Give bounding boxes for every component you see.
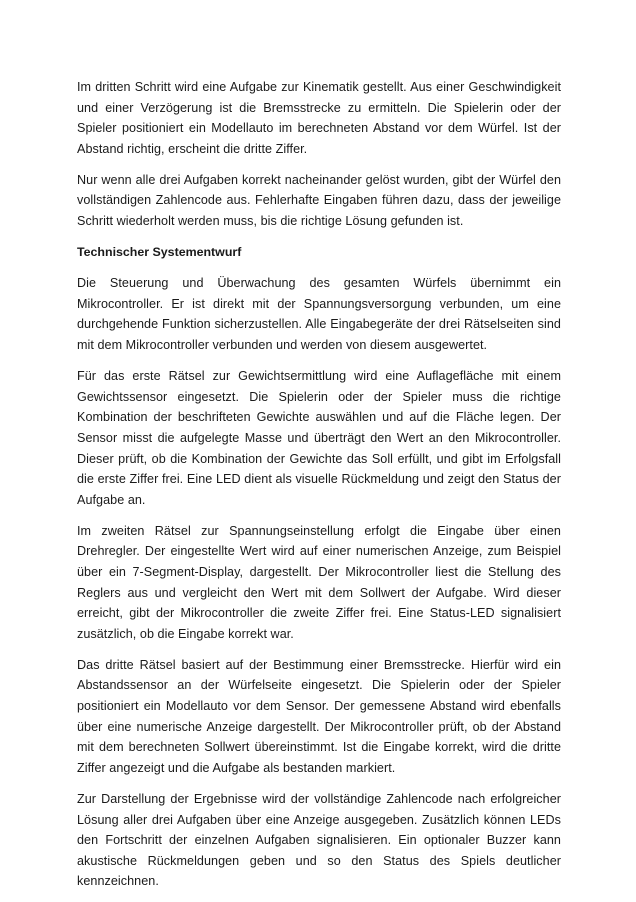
paragraph-ergebnisdarstellung: Zur Darstellung der Ergebnisse wird der vollständige Zahlencode nach erfolgreicher Lösung aller drei Aufgaben über eine Anzeige ausgegeben. Zusätzlich können LEDs den Fortschritt der einzelnen Aufgaben signalisieren. Ein optionaler Buzzer kann akustische Rückmeldungen geben und so den Status des Spiels deutlicher kennzeichnen. [77,791,561,889]
paragraph-raetsel-bremsstrecke: Das dritte Rätsel basiert auf der Bestimmung einer Bremsstrecke. Hierfür wird ein Abstandssensor an der Würfelseite eingesetzt. Die Spielerin oder der Spieler positioniert ein Modellauto vor dem Sensor. Der gemessene Abstand wird ebenfalls über eine numerische Anzeige dargestellt. Der Mikrocontroller prüft, ob der Abstand mit dem berechneten Sollwert übereinstimmt. Ist die Eingabe korrekt, wird die dritte Ziffer angezeigt und die Aufgabe als bestanden markiert. [77,657,561,775]
paragraph-kinematik-schritt: Im dritten Schritt wird eine Aufgabe zur Kinematik gestellt. Aus einer Geschwindigkeit und einer Verzögerung ist die Bremsstrecke zu ermitteln. Die Spielerin oder der Spieler positioniert ein Modellauto im berechneten Abstand vor dem Würfel. Ist der Abstand richtig, erscheint die dritte Ziffer. [77,80,561,156]
paragraph-raetsel-spannung: Im zweiten Rätsel zur Spannungseinstellung erfolgt die Eingabe über einen Drehregler. Der eingestellte Wert wird auf einer numerischen Anzeige, zum Beispiel über ein 7-Segment-Display, dargestellt. Der Mikrocontroller liest die Stellung des Reglers aus und vergleicht den Wert mit dem Sollwert der Aufgabe. Wird dieser erreicht, gibt der Mikrocontroller die zweite Ziffer frei. Eine Status-LED signalisiert zusätzlich, ob die Eingabe korrekt war. [77,523,561,641]
paragraph-mikrocontroller: Die Steuerung und Überwachung des gesamten Würfels übernimmt ein Mikrocontroller. Er ist direkt mit der Spannungsversorgung verbunden, um eine durchgehende Funktion sicherzustellen. Alle Eingabegeräte der drei Rätselseiten sind mit dem Mikrocontroller verbunden und werden von diesem ausgewertet. [77,276,561,353]
section-heading: Technischer Systementwurf [77,245,242,260]
document-page [77,77,561,902]
paragraph-raetsel-gewicht: Für das erste Rätsel zur Gewichtsermittlung wird eine Auflagefläche mit einem Gewichtssensor eingesetzt. Die Spielerin oder der Spieler muss die richtige Kombination der beschrifteten Gewichte auswählen und auf die Fläche legen. Der Sensor misst die aufgelegte Masse und überträgt den Wert an den Mikrocontroller. Dieser prüft, ob die Kombination der Gewichte das Soll erfüllt, und gibt im Erfolgsfall die erste Ziffer frei. Eine LED dient als visuelle Rückmeldung und zeigt den Status der Aufgabe an. [77,369,561,507]
paragraph-zahlencode-ausgabe: Nur wenn alle drei Aufgaben korrekt nacheinander gelöst wurden, gibt der Würfel den vollständigen Zahlencode aus. Fehlerhafte Eingaben führen dazu, dass der jeweilige Schritt wiederholt werden muss, bis die richtige Lösung gefunden ist. [77,172,561,229]
